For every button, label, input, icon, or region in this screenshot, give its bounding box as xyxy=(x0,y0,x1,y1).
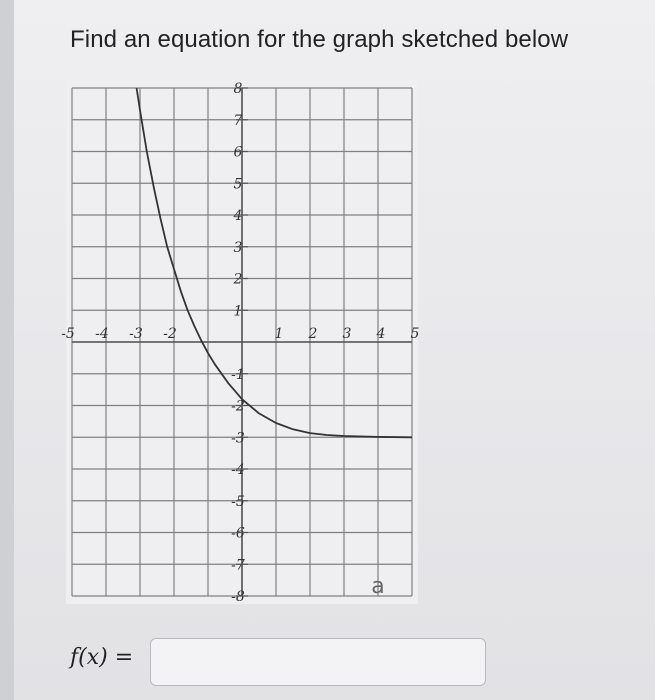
y-tick-label: 7 xyxy=(233,112,243,129)
x-tick-label: 5 xyxy=(410,326,420,342)
x-tick-label: -4 xyxy=(95,326,109,342)
function-graph xyxy=(61,80,420,605)
x-tick-label: 1 xyxy=(274,326,284,342)
y-tick-label: 3 xyxy=(233,239,243,256)
y-tick-label: -8 xyxy=(231,589,245,605)
y-tick-label: 4 xyxy=(233,208,243,224)
y-tick-label: -3 xyxy=(231,430,245,447)
x-tick-label: -2 xyxy=(163,326,177,342)
y-tick-label: 5 xyxy=(233,176,243,193)
y-tick-label: -6 xyxy=(231,525,245,542)
graph-panel xyxy=(61,80,420,605)
answer-label: f(x) = xyxy=(70,645,134,670)
x-tick-label: 3 xyxy=(342,326,352,342)
x-tick-label: 2 xyxy=(308,326,318,342)
left-border-strip xyxy=(0,0,14,700)
y-tick-label: -2 xyxy=(231,398,245,415)
x-tick-label: 4 xyxy=(376,326,386,342)
y-tick-label: 6 xyxy=(233,144,243,161)
answer-input[interactable] xyxy=(150,638,486,686)
x-tick-label: -5 xyxy=(61,326,75,342)
y-tick-label: 1 xyxy=(233,303,243,320)
y-tick-label: 2 xyxy=(233,271,243,288)
question-text: Find an equation for the graph sketched below xyxy=(70,26,569,53)
y-tick-label: 8 xyxy=(233,81,243,97)
handwritten-mark: a xyxy=(371,573,385,599)
y-tick-label: -4 xyxy=(231,462,245,478)
x-tick-label: -3 xyxy=(129,326,143,342)
y-tick-label: -1 xyxy=(231,366,245,383)
y-tick-label: -5 xyxy=(231,493,245,510)
y-tick-label: -7 xyxy=(231,557,245,574)
